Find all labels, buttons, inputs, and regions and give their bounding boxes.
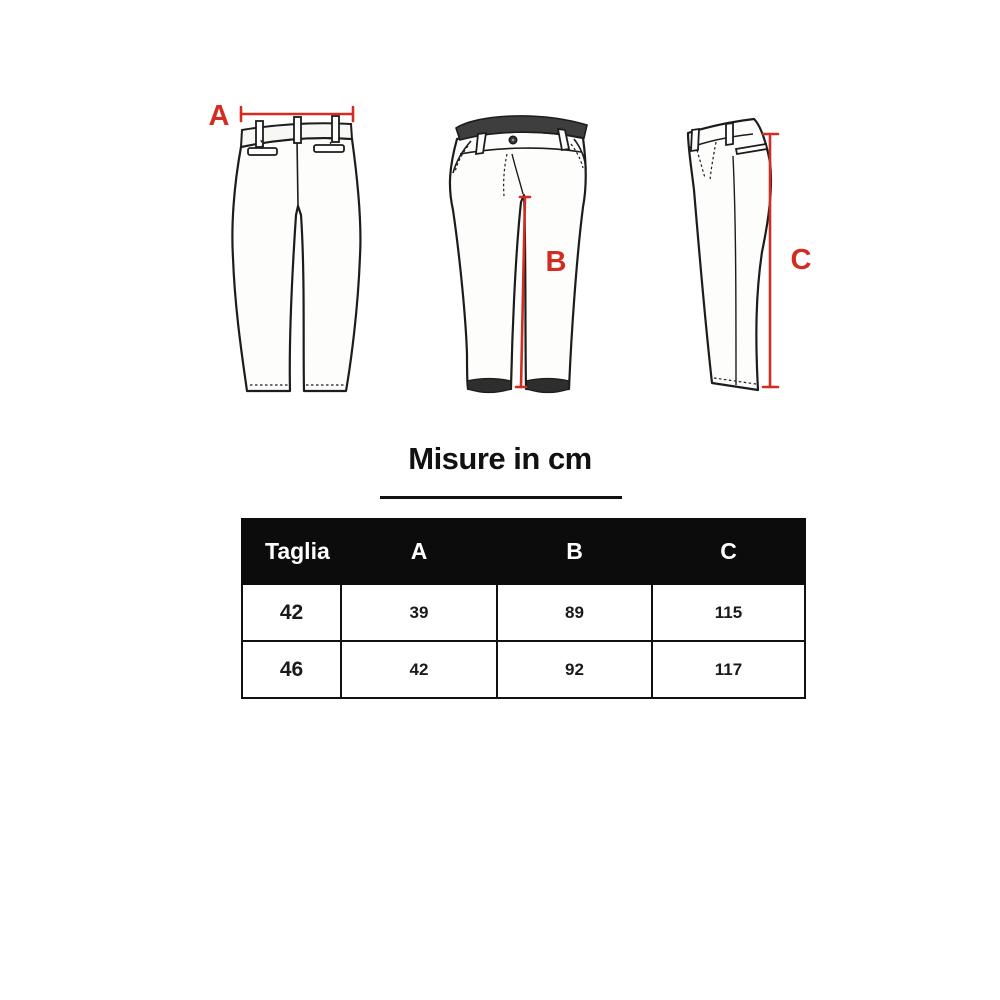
title-underline xyxy=(380,496,622,499)
back-pocket-welt xyxy=(248,148,277,155)
belt-loop xyxy=(332,116,339,142)
measure-c-cell: 117 xyxy=(652,641,805,698)
pants-front-view-drawing xyxy=(440,95,620,410)
back-pocket-welt xyxy=(314,145,344,152)
measure-label-b: B xyxy=(545,246,567,278)
measure-a-cell: 42 xyxy=(341,641,497,698)
size-table xyxy=(241,518,806,699)
size-cell: 42 xyxy=(242,584,341,641)
size-table-row-46 xyxy=(242,641,805,698)
leg-opening-left xyxy=(467,379,511,393)
measure-b-cell: 89 xyxy=(497,584,652,641)
measure-label-c: C xyxy=(790,244,812,276)
measure-c-cell: 115 xyxy=(652,584,805,641)
belt-loop xyxy=(726,123,733,145)
center-back-seam xyxy=(297,139,298,206)
size-table-header-row xyxy=(242,519,805,584)
pants-back-body xyxy=(232,138,360,391)
size-cell: 46 xyxy=(242,641,341,698)
waist-button-center xyxy=(512,139,515,142)
size-table-header-b: B xyxy=(497,519,652,584)
pants-back-view-drawing xyxy=(195,90,375,405)
size-table-header-a: A xyxy=(341,519,497,584)
leg-opening-right xyxy=(526,379,569,393)
measure-a-cell: 39 xyxy=(341,584,497,641)
pants-side-view-drawing xyxy=(658,100,833,410)
measure-b-cell: 92 xyxy=(497,641,652,698)
size-table-header-c: C xyxy=(652,519,805,584)
size-table-header-taglia: Taglia xyxy=(242,519,341,584)
size-table-row-42 xyxy=(242,584,805,641)
pants-side-body xyxy=(688,119,771,390)
belt-loop xyxy=(256,121,263,147)
page-title: Misure in cm xyxy=(408,441,592,476)
measure-label-a: A xyxy=(208,100,230,132)
belt-loop xyxy=(294,117,301,143)
belt-loop xyxy=(691,129,699,151)
